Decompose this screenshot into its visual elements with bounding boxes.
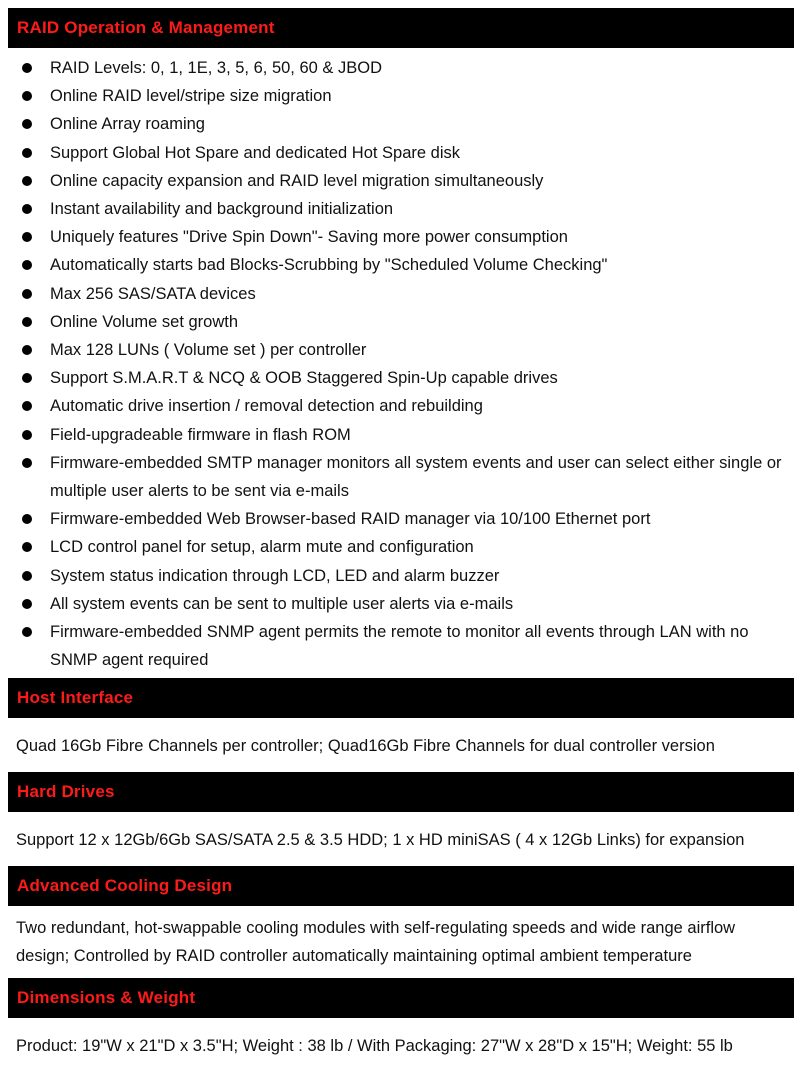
list-item: Max 256 SAS/SATA devices [8,280,794,308]
dimensions-text: Product: 19"W x 21"D x 3.5"H; Weight : 38 lb / With Packaging: 27"W x 28"D x 15"H; Weight: 55 lb [16,1037,733,1056]
section-header-host-interface [8,678,794,718]
bullet-icon [22,119,32,129]
list-item: Field-upgradeable firmware in flash ROM [8,421,794,449]
bullet-icon [22,148,32,158]
list-item: Uniquely features "Drive Spin Down"- Saving more power consumption [8,223,794,251]
bullet-icon [22,176,32,186]
bullet-icon [22,571,32,581]
list-item: Automatic drive insertion / removal detection and rebuilding [8,392,794,420]
list-item: Online RAID level/stripe size migration [8,82,794,110]
list-item: Support S.M.A.R.T & NCQ & OOB Staggered Spin-Up capable drives [8,364,794,392]
bullet-icon [22,599,32,609]
spec-sheet [8,8,794,1072]
bullet-icon [22,91,32,101]
list-item: Support Global Hot Spare and dedicated Hot Spare disk [8,139,794,167]
bullet-icon [22,627,32,637]
section-title: Advanced Cooling Design [17,876,233,896]
list-item: RAID Levels: 0, 1, 1E, 3, 5, 6, 50, 60 & JBOD [8,54,794,82]
list-item: Max 128 LUNs ( Volume set ) per controller [8,336,794,364]
section-header-raid [8,8,794,48]
bullet-icon [22,373,32,383]
bullet-icon [22,401,32,411]
bullet-icon [22,430,32,440]
section-title: Dimensions & Weight [17,988,196,1008]
host-interface-text: Quad 16Gb Fibre Channels per controller; Quad16Gb Fibre Channels for dual controller version [16,737,715,756]
list-item: LCD control panel for setup, alarm mute and configuration [8,533,794,561]
bullet-icon [22,232,32,242]
bullet-icon [22,514,32,524]
raid-feature-list [8,48,794,678]
list-item: Online Array roaming [8,110,794,138]
list-item: Firmware-embedded SNMP agent permits the remote to monitor all events through LAN with no SNMP agent required [8,618,794,674]
bullet-icon [22,289,32,299]
bullet-icon [22,345,32,355]
bullet-icon [22,260,32,270]
bullet-icon [22,542,32,552]
list-item: Instant availability and background initialization [8,195,794,223]
list-item: Firmware-embedded SMTP manager monitors all system events and user can select either single or multiple user alerts to be sent via e-mails [8,449,794,505]
section-title: Host Interface [17,688,134,708]
bullet-icon [22,204,32,214]
bullet-icon [22,458,32,468]
section-header-cooling [8,866,794,906]
list-item: Online capacity expansion and RAID level migration simultaneously [8,167,794,195]
cooling-text: Two redundant, hot-swappable cooling modules with self-regulating speeds and wide range airflow design; Controlled by RAID controller automatically maintaining optimal ambient temperature [16,919,736,966]
hard-drives-text: Support 12 x 12Gb/6Gb SAS/SATA 2.5 & 3.5 HDD; 1 x HD miniSAS ( 4 x 12Gb Links) for expansion [16,831,745,850]
section-header-dimensions [8,978,794,1018]
section-title: RAID Operation & Management [17,18,275,37]
list-item: Automatically starts bad Blocks-Scrubbing by "Scheduled Volume Checking" [8,251,794,279]
bullet-icon [22,317,32,327]
list-item: Online Volume set growth [8,308,794,336]
list-item: All system events can be sent to multiple user alerts via e-mails [8,590,794,618]
list-item: System status indication through LCD, LED and alarm buzzer [8,562,794,590]
list-item: Firmware-embedded Web Browser-based RAID manager via 10/100 Ethernet port [8,505,794,533]
section-title: Hard Drives [17,782,115,802]
bullet-icon [22,63,32,73]
section-header-hard-drives [8,772,794,812]
